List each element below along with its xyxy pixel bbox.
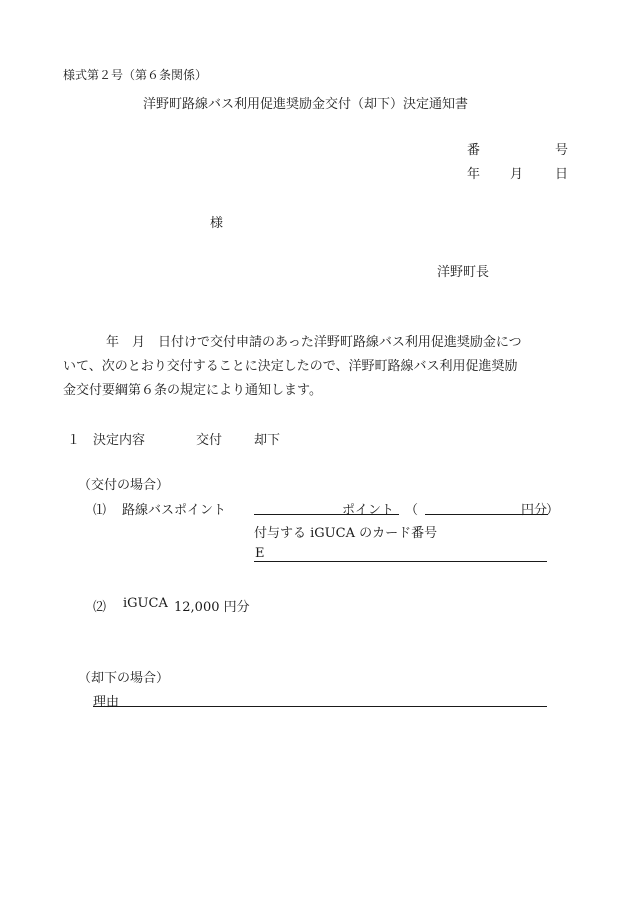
- section-heading: 決定内容: [93, 433, 146, 448]
- body-line: いて、次のとおり交付することに決定したので、洋野町路線バス利用促進奨励: [63, 359, 518, 374]
- item2-name: iGUCA: [123, 596, 168, 611]
- points-unit: ポイント: [342, 503, 395, 518]
- reject-case-heading: （却下の場合）: [78, 671, 170, 686]
- reason-line: [93, 706, 547, 707]
- body-line: 金交付要綱第６条の規定により通知します。: [63, 383, 322, 398]
- document-title: 洋野町路線バス利用促進奨励金交付（却下）決定通知書: [143, 97, 469, 112]
- recipient-honorific: 様: [210, 216, 224, 231]
- body-line: 年 月 日付けで交付申請のあった洋野町路線バス利用促進奨励金につ: [106, 335, 522, 350]
- section-number: １: [67, 433, 81, 448]
- card-number-label: 付与する iGUCA のカード番号: [254, 526, 438, 541]
- item1-marker: ⑴: [93, 503, 107, 518]
- date-month: 月: [510, 167, 524, 182]
- document-number-suffix: 号: [555, 143, 569, 158]
- date-day: 日: [555, 167, 569, 182]
- grant-case-heading: （交付の場合）: [78, 478, 170, 493]
- paren-open: （: [405, 503, 419, 518]
- item2-amount: 12,000 円分: [174, 600, 250, 615]
- option-reject: 却下: [254, 433, 281, 448]
- paren-close: ）: [546, 503, 560, 518]
- form-label: 様式第２号（第６条関係）: [63, 68, 208, 82]
- item2-marker: ⑵: [93, 600, 107, 615]
- card-number-line: [254, 561, 547, 562]
- date-year: 年: [467, 167, 481, 182]
- yen-unit: 円分: [521, 503, 548, 518]
- card-number-prefix: E: [255, 546, 265, 561]
- issuer-name: 洋野町長: [437, 265, 490, 280]
- document-number-label: 番: [467, 143, 481, 158]
- reason-label: 理由: [93, 695, 120, 710]
- option-grant: 交付: [196, 433, 223, 448]
- item1-label: 路線バスポイント: [122, 503, 227, 518]
